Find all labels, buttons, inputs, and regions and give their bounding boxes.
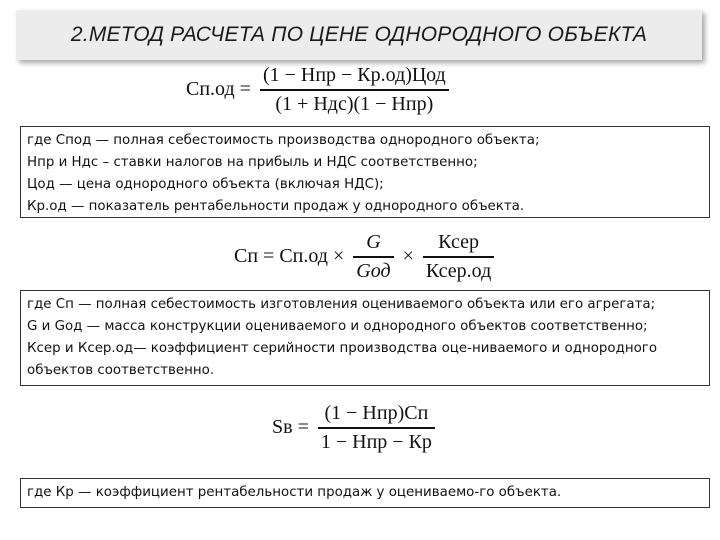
formula-full-cost <box>234 231 498 283</box>
slide-title: 2.МЕТОД РАСЧЕТА ПО ЦЕНЕ ОДНОРОДНОГО ОБЪЕКТА <box>70 23 648 46</box>
note-box-2 <box>20 290 710 386</box>
note2-line: объектов соответственно. <box>27 363 215 378</box>
formula2-times-1: × <box>332 245 345 268</box>
formula2-frac2-denominator: Ксер.од <box>425 259 492 282</box>
formula2-term: Сп.од <box>279 245 328 268</box>
note1-line: где Спод — полная себестоимость производства однородного объекта; <box>27 133 540 148</box>
formula3-denominator: 1 − Нпр − Кр <box>320 430 432 453</box>
formula2-fraction-mass <box>353 231 393 283</box>
formula2-fraction-serial <box>423 231 494 283</box>
formula-cost-homogeneous <box>186 64 453 116</box>
formula2-frac2-numerator: Ксер <box>438 231 479 253</box>
note-box-3 <box>20 478 710 508</box>
note2-line: G и Gод — масса конструкции оцениваемого и однородного объектов соответственно; <box>27 319 648 334</box>
note3-line: где Кр — коэффициент рентабельности продаж у оцениваемо-го объекта. <box>27 485 562 500</box>
formula2-frac1-numerator: G <box>366 231 381 253</box>
formula1-numerator: (1 − Нпр − Кр.од)Цод <box>262 64 446 86</box>
formula3-numerator: (1 − Нпр)Сп <box>324 402 429 424</box>
formula3-lhs: Sв <box>272 416 293 439</box>
note2-line: где Сп — полная себестоимость изготовления оцениваемого объекта или его агрегата; <box>27 297 656 312</box>
formula1-equals: = <box>239 78 251 101</box>
formula-sv <box>272 402 439 454</box>
formula2-equals: = <box>263 245 275 268</box>
formula2-frac1-denominator: Gод <box>356 259 391 282</box>
slide-title-bar <box>16 10 702 60</box>
note2-line: Ксер и Ксер.од— коэффициент серийности производства оце-ниваемого и однородного <box>27 341 658 356</box>
formula1-denominator: (1 + Ндс)(1 − Нпр) <box>275 92 434 115</box>
note1-line: Кр.од — показатель рентабельности продаж у однородного объекта. <box>27 199 525 214</box>
formula1-lhs: Сп.од <box>186 78 235 101</box>
note1-line: Нпр и Ндс – ставки налогов на прибыль и НДС соответственно; <box>27 155 478 170</box>
formula3-equals: = <box>297 416 309 439</box>
note1-line: Цод — цена однородного объекта (включая НДС); <box>27 177 384 192</box>
formula2-lhs: Сп <box>234 245 259 268</box>
formula2-times-2: × <box>402 245 414 268</box>
note-box-1 <box>20 126 710 218</box>
formula1-fraction <box>260 64 449 116</box>
formula3-fraction <box>318 402 435 454</box>
